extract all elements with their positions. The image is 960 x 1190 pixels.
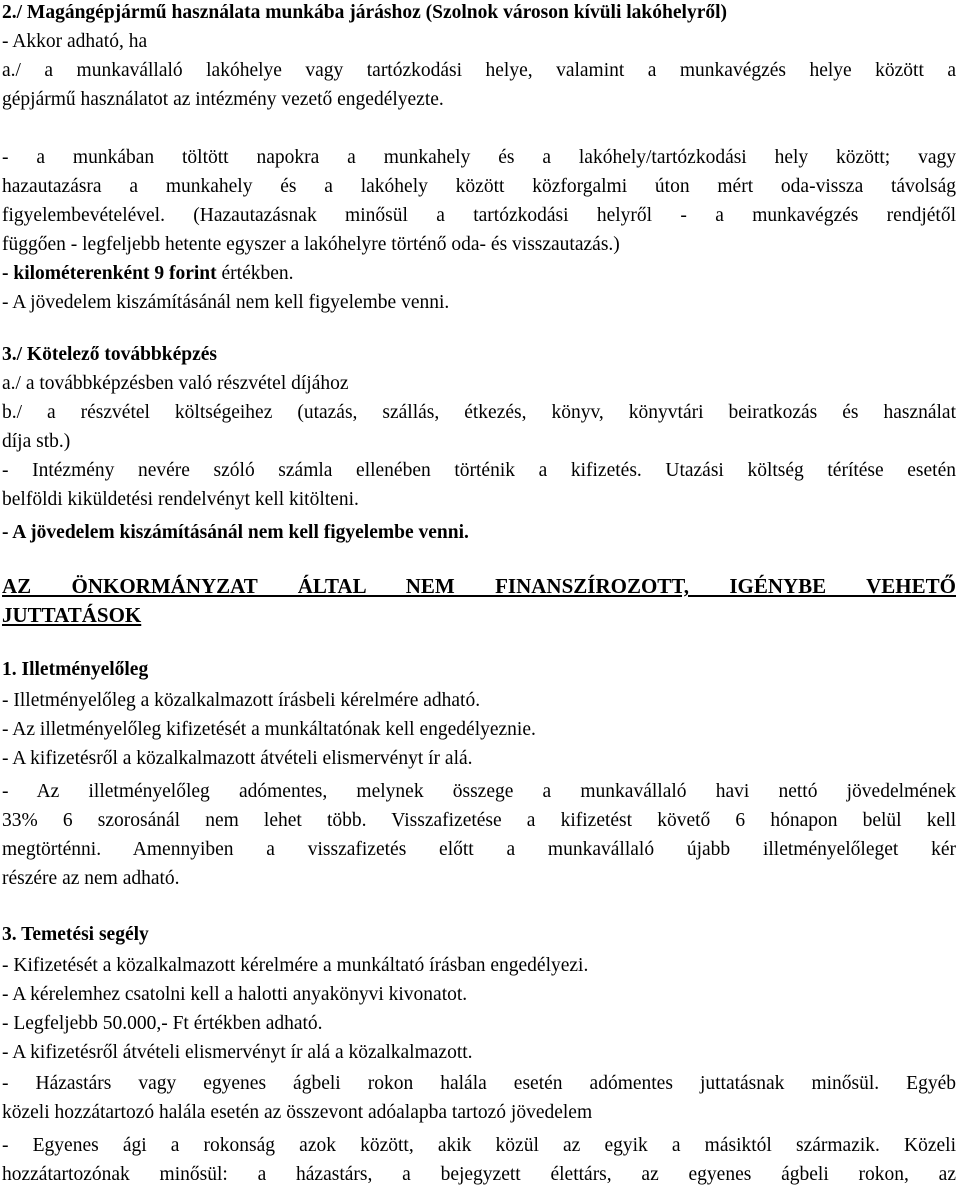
funeral-item-6-line1: - Egyenes ági a rokonság azok között, akik közül az egyik a másiktól származik. Közeli bbox=[2, 1135, 956, 1156]
funeral-item-5-line2: közeli hozzátartozó halála esetén az összevont adóalapba tartozó jövedelem bbox=[2, 1102, 593, 1123]
section2-condition-a-line2: gépjármű használatot az intézmény vezető engedélyezte. bbox=[2, 89, 444, 110]
section3-payment-line2: belföldi kiküldetési rendelvényt kell kitölteni. bbox=[2, 489, 359, 510]
section2-rate bbox=[2, 261, 956, 287]
funeral-item-5-line1: - Házastárs vagy egyenes ágbeli rokon halála esetén adómentes juttatásnak minősül. Egyéb bbox=[2, 1073, 956, 1094]
advance-item-4-line4: részére az nem adható. bbox=[2, 868, 180, 889]
section2-para1-line2: hazautazásra a munkahely és a lakóhely között közforgalmi úton mért oda-vissza távolság bbox=[2, 176, 956, 197]
section2-rate-bold: - kilométerenként 9 forint bbox=[2, 263, 217, 284]
advance-item-1: - Illetményelőleg a közalkalmazott írásbeli kérelmére adható. bbox=[2, 690, 481, 711]
section2-condition-intro: - Akkor adható, ha bbox=[2, 31, 148, 52]
section2-para1-line1: - a munkában töltött napokra a munkahely és a lakóhely/tartózkodási hely között; vagy bbox=[2, 147, 956, 168]
section2-para1-line4: függően - legfeljebb hetente egyszer a lakóhelyre történő oda- és visszautazás.) bbox=[2, 234, 620, 255]
section3-payment-line1: - Intézmény nevére szóló számla ellenében történik a kifizetés. Utazási költség térítése esetén bbox=[2, 460, 956, 481]
advance-item-4-line3: megtörténni. Amennyiben a visszafizetés előtt a munkavállaló újabb illetményelőleget kér bbox=[2, 839, 956, 860]
section2-tax-note: - A jövedelem kiszámításánál nem kell figyelembe venni. bbox=[2, 292, 450, 313]
section3-tax-note: - A jövedelem kiszámításánál nem kell figyelembe venni. bbox=[2, 522, 469, 543]
section2-para1-line3: figyelembevételével. (Hazautazásnak minősül a tartózkodási helyről - a munkavégzés rendjétől bbox=[2, 205, 956, 226]
main-heading-line1: AZ ÖNKORMÁNYZAT ÁLTAL NEM FINANSZÍROZOTT, IGÉNYBE VEHETŐ bbox=[2, 574, 956, 598]
advance-item-2: - Az illetményelőleg kifizetését a munkáltatónak kell engedélyeznie. bbox=[2, 719, 536, 740]
funeral-title: 3. Temetési segély bbox=[2, 924, 149, 945]
funeral-item-2: - A kérelemhez csatolni kell a halotti anyakönyvi kivonatot. bbox=[2, 984, 468, 1005]
advance-item-3: - A kifizetésről a közalkalmazott átvételi elismervényt ír alá. bbox=[2, 748, 473, 769]
section3-title: 3./ Kötelező továbbképzés bbox=[2, 344, 218, 365]
section2-condition-a-line1: a./ a munkavállaló lakóhelye vagy tartózkodási helye, valamint a munkavégzés helye között a bbox=[2, 60, 956, 81]
funeral-item-3: - Legfeljebb 50.000,- Ft értékben adható. bbox=[2, 1013, 323, 1034]
advance-item-4-line1: - Az illetményelőleg adómentes, melynek összege a munkavállaló havi nettó jövedelmének bbox=[2, 781, 956, 802]
funeral-item-6-line2: hozzátartozónak minősül: a házastárs, a bejegyzett élettárs, az egyenes ágbeli rokon, az bbox=[2, 1164, 956, 1185]
section2-title: 2./ Magángépjármű használata munkába járáshoz (Szolnok városon kívüli lakóhelyről) bbox=[2, 2, 728, 23]
advance-item-4-line2: 33% 6 szorosánál nem lehet több. Visszafizetése a kifizetést követő 6 hónapon belül kell bbox=[2, 810, 956, 831]
section2-rate-rest: értékben. bbox=[216, 263, 294, 284]
section3-item-b-line1: b./ a részvétel költségeihez (utazás, szállás, étkezés, könyv, könyvtári beiratkozás és használat bbox=[2, 402, 956, 423]
main-heading-line2: JUTTATÁSOK bbox=[2, 603, 142, 627]
section3-item-a: a./ a továbbképzésben való részvétel díjához bbox=[2, 373, 349, 394]
funeral-item-4: - A kifizetésről átvételi elismervényt ír alá a közalkalmazott. bbox=[2, 1042, 473, 1063]
advance-title: 1. Illetményelőleg bbox=[2, 659, 149, 680]
section3-item-b-line2: díja stb.) bbox=[2, 431, 71, 452]
funeral-item-1: - Kifizetését a közalkalmazott kérelmére a munkáltató írásban engedélyezi. bbox=[2, 955, 589, 976]
